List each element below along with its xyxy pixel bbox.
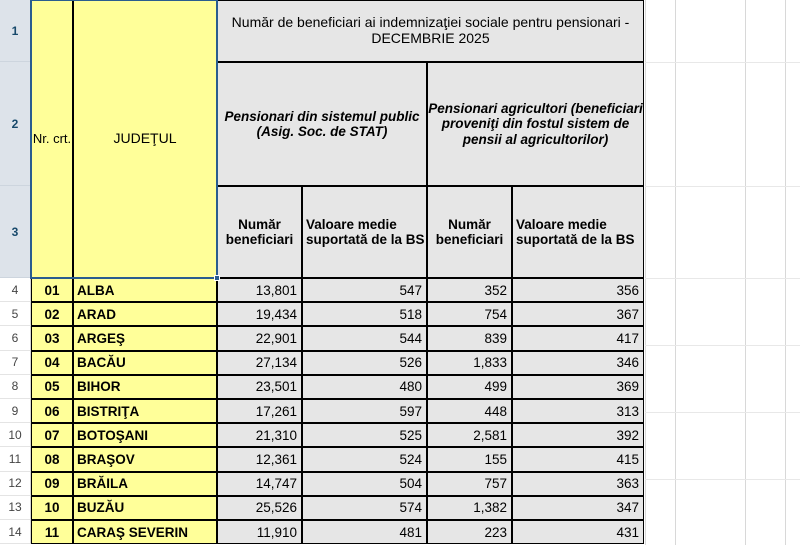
cell-agri-numar[interactable] — [427, 423, 512, 447]
cell-agri-valoare-text: 417 — [616, 330, 639, 346]
row-header-10[interactable] — [0, 423, 31, 447]
cell-agri-valoare-text: 415 — [616, 451, 639, 467]
cell-public-numar-text: 11,910 — [256, 524, 297, 540]
cell-public-numar[interactable] — [217, 351, 302, 375]
cell-judet-text: BIHOR — [77, 379, 121, 395]
cell-public-valoare-text: 526 — [399, 355, 422, 371]
cell-judet-text: ARGEŞ — [77, 330, 126, 346]
cell-judet[interactable] — [73, 399, 217, 423]
row-header-label: 4 — [11, 282, 19, 297]
grid-row-line — [645, 186, 800, 187]
cell-public-valoare-text: 544 — [399, 330, 422, 346]
cell-public-numar[interactable] — [217, 520, 302, 544]
cell-agri-numar[interactable] — [427, 520, 512, 544]
cell-public-numar[interactable] — [217, 278, 302, 302]
cell-agri-numar[interactable] — [427, 375, 512, 399]
cell-agri-numar-text: 223 — [484, 524, 507, 540]
cell-public-valoare[interactable] — [302, 496, 427, 520]
cell-judet[interactable] — [73, 520, 217, 544]
cell-judet[interactable] — [73, 472, 217, 496]
row-header-8[interactable] — [0, 375, 31, 399]
cell-agri-valoare-text: 367 — [616, 306, 639, 322]
cell-nr-crt-text: 07 — [44, 427, 60, 443]
cell-agri-valoare-text: 363 — [616, 476, 639, 492]
row-header-13[interactable] — [0, 496, 31, 520]
table-title-text: Număr de beneficiari ai indemnizaţiei sociale pentru pensionari - DECEMBRIE 2025 — [231, 14, 630, 46]
row-header-gutter[interactable] — [0, 0, 31, 545]
row-header-1[interactable] — [0, 0, 31, 62]
cell-agri-numar[interactable] — [427, 351, 512, 375]
header-judetul-text: JUDEŢUL — [113, 130, 177, 147]
cell-agri-valoare[interactable] — [512, 351, 644, 375]
cell-public-numar-text: 14,747 — [255, 476, 297, 492]
row-header-label: 6 — [11, 330, 19, 345]
subheader-agri-valoare[interactable] — [512, 186, 644, 278]
cell-agri-valoare-text: 313 — [616, 403, 639, 419]
row-header-label: 10 — [8, 427, 22, 442]
cell-public-numar[interactable] — [217, 375, 302, 399]
cell-nr-crt-text: 03 — [44, 330, 60, 346]
cell-public-numar-text: 25,526 — [255, 500, 297, 516]
cell-public-valoare[interactable] — [302, 399, 427, 423]
cell-public-numar-text: 19,434 — [255, 306, 297, 322]
row-header-label: 8 — [11, 379, 19, 394]
grid-row-line — [645, 278, 800, 279]
cell-agri-valoare-text: 346 — [616, 355, 639, 371]
row-header-4[interactable] — [0, 278, 31, 302]
cell-public-valoare[interactable] — [302, 447, 427, 471]
grid-column-line — [785, 0, 786, 545]
cell-agri-numar-text: 757 — [484, 476, 507, 492]
cell-nr-crt-text: 02 — [44, 306, 60, 322]
cell-public-valoare-text: 525 — [399, 427, 422, 443]
cell-public-valoare[interactable] — [302, 326, 427, 350]
header-judetul[interactable] — [73, 0, 217, 278]
row-header-label: 3 — [11, 224, 19, 239]
cell-agri-numar[interactable] — [427, 496, 512, 520]
cell-judet[interactable] — [73, 302, 217, 326]
cell-agri-numar-text: 1,382 — [473, 500, 507, 516]
group-header-agricultori[interactable] — [427, 62, 644, 186]
cell-public-numar-text: 13,801 — [255, 282, 297, 298]
cell-agri-numar[interactable] — [427, 447, 512, 471]
cell-agri-numar[interactable] — [427, 472, 512, 496]
row-header-5[interactable] — [0, 302, 31, 326]
group-header-public-text: Pensionari din sistemul public (Asig. Soc. de STAT) — [224, 108, 420, 139]
cell-nr-crt[interactable] — [31, 496, 73, 520]
cell-judet-text: BISTRIŢA — [77, 403, 140, 419]
row-header-7[interactable] — [0, 351, 31, 375]
group-header-agricultori-text: Pensionari agricultori (beneficiari proveniţi din fostul sistem de pensii al agricultorilor) — [428, 101, 643, 147]
cell-judet[interactable] — [73, 351, 217, 375]
cell-public-valoare-text: 518 — [399, 306, 422, 322]
cell-public-valoare-text: 597 — [399, 403, 422, 419]
cell-judet-text: BACĂU — [77, 355, 126, 371]
row-header-label: 7 — [11, 355, 19, 370]
grid-row-line — [645, 62, 800, 63]
cell-agri-numar[interactable] — [427, 302, 512, 326]
cell-nr-crt-text: 08 — [44, 451, 60, 467]
cell-agri-numar-text: 1,833 — [473, 355, 507, 371]
header-nr-crt[interactable] — [31, 0, 73, 278]
grid-column-line — [645, 0, 646, 545]
cell-nr-crt[interactable] — [31, 326, 73, 350]
cell-agri-valoare[interactable] — [512, 278, 644, 302]
subheader-agri-numar-text: Număr beneficiari — [435, 216, 504, 247]
cell-public-numar-text: 21,310 — [255, 427, 297, 443]
cell-public-valoare-text: 524 — [399, 451, 422, 467]
subheader-agri-numar[interactable] — [427, 186, 512, 278]
row-header-3[interactable] — [0, 186, 31, 278]
cell-public-valoare[interactable] — [302, 472, 427, 496]
grid-row-line — [645, 479, 800, 480]
cell-agri-valoare[interactable] — [512, 302, 644, 326]
grid-column-line — [745, 0, 746, 545]
row-header-label: 9 — [11, 403, 19, 418]
cell-public-numar[interactable] — [217, 326, 302, 350]
cell-public-numar[interactable] — [217, 472, 302, 496]
cell-nr-crt[interactable] — [31, 447, 73, 471]
row-header-label: 2 — [11, 116, 19, 131]
cell-public-valoare-text: 504 — [399, 476, 422, 492]
cell-agri-valoare[interactable] — [512, 326, 644, 350]
row-header-label: 5 — [11, 306, 19, 321]
cell-nr-crt[interactable] — [31, 472, 73, 496]
row-header-12[interactable] — [0, 472, 31, 496]
cell-judet[interactable] — [73, 278, 217, 302]
grid-row-line — [645, 345, 800, 346]
cell-nr-crt-text: 09 — [44, 476, 60, 492]
subheader-public-valoare[interactable] — [302, 186, 427, 278]
row-header-label: 1 — [11, 23, 19, 38]
cell-judet[interactable] — [73, 326, 217, 350]
cell-judet-text: BRĂILA — [77, 476, 128, 492]
cell-agri-valoare[interactable] — [512, 423, 644, 447]
cell-public-numar-text: 23,501 — [255, 379, 297, 395]
row-header-label: 12 — [8, 476, 22, 491]
cell-public-numar-text: 17,261 — [255, 403, 297, 419]
row-header-6[interactable] — [0, 326, 31, 350]
cell-agri-valoare[interactable] — [512, 496, 644, 520]
cell-nr-crt-text: 06 — [44, 403, 60, 419]
grid-column-line — [675, 0, 676, 545]
cell-judet[interactable] — [73, 496, 217, 520]
subheader-public-numar[interactable] — [217, 186, 302, 278]
header-nr-crt-text: Nr. crt. — [32, 130, 72, 146]
cell-public-valoare-text: 480 — [399, 379, 422, 395]
cell-agri-numar-text: 754 — [484, 306, 507, 322]
row-header-label: 13 — [8, 500, 22, 515]
cell-nr-crt[interactable] — [31, 423, 73, 447]
cell-nr-crt[interactable] — [31, 351, 73, 375]
fill-handle[interactable] — [214, 275, 220, 281]
subheader-public-valoare-text: Valoare medie suportată de la BS — [306, 216, 425, 247]
cell-nr-crt-text: 04 — [44, 355, 60, 371]
cell-nr-crt[interactable] — [31, 302, 73, 326]
cell-public-numar[interactable] — [217, 447, 302, 471]
cell-agri-numar-text: 2,581 — [473, 427, 507, 443]
cell-agri-valoare-text: 431 — [616, 524, 639, 540]
cell-nr-crt[interactable] — [31, 520, 73, 544]
cell-public-numar[interactable] — [217, 302, 302, 326]
cell-nr-crt-text: 05 — [44, 379, 60, 395]
cell-judet-text: ALBA — [77, 282, 115, 298]
cell-judet-text: BUZĂU — [77, 500, 125, 516]
row-header-2[interactable] — [0, 62, 31, 186]
grid-row-line — [645, 412, 800, 413]
cell-agri-numar[interactable] — [427, 399, 512, 423]
cell-agri-numar[interactable] — [427, 278, 512, 302]
cell-agri-valoare[interactable] — [512, 520, 644, 544]
cell-agri-valoare-text: 356 — [616, 282, 639, 298]
cell-public-valoare[interactable] — [302, 520, 427, 544]
cell-agri-valoare-text: 347 — [616, 500, 639, 516]
subheader-public-numar-text: Număr beneficiari — [225, 216, 294, 247]
cell-public-valoare[interactable] — [302, 375, 427, 399]
cell-judet[interactable] — [73, 423, 217, 447]
row-header-9[interactable] — [0, 399, 31, 423]
cell-public-numar-text: 27,134 — [255, 355, 297, 371]
cell-public-valoare-text: 547 — [399, 282, 422, 298]
cell-agri-numar-text: 352 — [484, 282, 507, 298]
cell-nr-crt[interactable] — [31, 278, 73, 302]
group-header-public[interactable] — [217, 62, 427, 186]
cell-agri-valoare[interactable] — [512, 472, 644, 496]
cell-public-valoare-text: 481 — [399, 524, 422, 540]
cell-public-valoare[interactable] — [302, 302, 427, 326]
table-title[interactable] — [217, 0, 644, 62]
cell-public-valoare-text: 574 — [399, 500, 422, 516]
cell-public-numar[interactable] — [217, 496, 302, 520]
cell-agri-numar-text: 448 — [484, 403, 507, 419]
cell-public-numar-text: 22,901 — [255, 330, 297, 346]
subheader-agri-valoare-text: Valoare medie suportată de la BS — [516, 216, 635, 247]
cell-agri-valoare[interactable] — [512, 375, 644, 399]
cell-agri-numar[interactable] — [427, 326, 512, 350]
cell-public-valoare[interactable] — [302, 278, 427, 302]
cell-judet-text: ARAD — [77, 306, 116, 322]
cell-judet-text: CARAŞ SEVERIN — [77, 524, 189, 540]
cell-public-numar[interactable] — [217, 423, 302, 447]
cell-judet[interactable] — [73, 375, 217, 399]
cell-agri-valoare-text: 369 — [616, 379, 639, 395]
cell-agri-valoare[interactable] — [512, 447, 644, 471]
row-header-11[interactable] — [0, 447, 31, 471]
cell-nr-crt-text: 11 — [44, 524, 60, 540]
cell-agri-valoare-text: 392 — [616, 427, 639, 443]
cell-nr-crt[interactable] — [31, 375, 73, 399]
cell-agri-valoare[interactable] — [512, 399, 644, 423]
row-header-14[interactable] — [0, 520, 31, 544]
cell-agri-numar-text: 499 — [484, 379, 507, 395]
cell-judet[interactable] — [73, 447, 217, 471]
cell-public-numar[interactable] — [217, 399, 302, 423]
cell-agri-numar-text: 155 — [484, 451, 507, 467]
cell-nr-crt-text: 01 — [44, 282, 60, 298]
cell-nr-crt-text: 10 — [44, 500, 60, 516]
cell-agri-numar-text: 839 — [484, 330, 507, 346]
row-header-label: 11 — [8, 451, 22, 466]
cell-public-valoare[interactable] — [302, 351, 427, 375]
cell-judet-text: BOTOŞANI — [77, 427, 149, 443]
row-header-label: 14 — [8, 524, 22, 539]
cell-public-numar-text: 12,361 — [255, 451, 297, 467]
cell-judet-text: BRAŞOV — [77, 451, 135, 467]
cell-nr-crt[interactable] — [31, 399, 73, 423]
cell-public-valoare[interactable] — [302, 423, 427, 447]
